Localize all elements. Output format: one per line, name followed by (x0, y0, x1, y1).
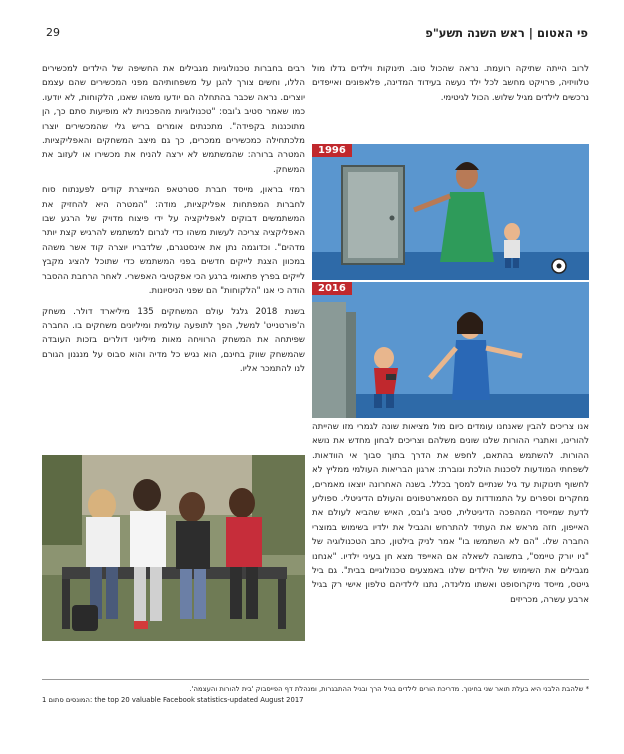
article-paragraph: אנו צריכים להבין שאנחנו עומדים כיום מול מציאות שונה לגמרי מזו שהייתה להורינו, ואתגרי ההורות שלנו שונים משלהם וצריכים לבחון מחדש את נושא ההורות. להשתמש בהתאם, לחפש את הדרך בתוך סבוך אי הוודאות. לשפחתי המודעות לסכנות הולכת וגוברת: ארגון הבריאות העולמי ממליץ לא לחשוף תינוקות עד גיל שנתיים למסך בכלל. בשנה האחרונה יוצאו מאמרים, מחקרים וספרים על התמודדות עם הסמארטפונים והעולם הדיגיטלי. ספוליע לדעת שמייסדי המהפכה הדיגיטלית, סטיב ג'ובס, האיש שהביא לעולם את האייפון, חזה מראש את העתיד להתרחש והגביל את ילדיו בשימוש במוצרי החברה שלו. "הם לא השתמשו בו" אמר לניק בילטון, כתב הטכנולוגיה של "ניו יורק טיימס", בתשובה לשאלה אם האייפד מצא חן בעיני ילדיו. "אנחנו מגבילים את השימוש של הילדים שלנו באמצעים טכנולוגיים בבית". גם ביל גייטס, מייסד מיקרוסופט ואשתו מלינדה, נתנו לילדיהם טלפון אישי רק בגיל ארבע עשרה, מכריזים (312, 422, 589, 605)
magazine-title: פי האטום | ראש השנה תשע"פ (425, 26, 588, 40)
article-paragraph: לרוב הייתה שתיקה רועמת. נראה שהכול טוב. תינוקות וילדים גדלו מול טלוויזיה, פרויקט מחשב לכל ילד נעשה בעידוד המדינה, פלאפונים ואייפדים נרכשים לילדים מגיל שלוש. הכול לגיטימי. (312, 64, 589, 103)
illustration-2016-drawing (312, 282, 589, 418)
article-paragraph: בשנת 2018 גלגל עולם המשחקים 135 מיליארד דולר. משחק ה'פורטנייט' למשל, הפך לתופעה עולמית ומיליונים משחקים בו. החברה שפיתחה את המשחק הרוויחה מאות מיליוני דולרים בזכות העובדה שהמשחק שווק בחינם, הוא נגיש כל מדיה והוא סבוס על מנגנון הגורם לנו להתמכר אליו. (42, 306, 305, 375)
article-column-right-top (312, 62, 589, 111)
page-number: 29 (46, 26, 60, 39)
footnote-author: * שלהבת הלבני היא בעלת תואר שני בחינוך. מדריכת הורים לילדים בגיל הרך ובגיל ההתבגרות, ומנהלת דף הפייסבוק 'בית להורות והעצמה'. (189, 685, 589, 693)
page-header (40, 26, 588, 44)
illustration-1996 (312, 144, 589, 280)
illustration-1996-drawing (312, 144, 589, 280)
illustration-2016 (312, 282, 589, 418)
article-column-left (42, 62, 305, 383)
article-paragraph: רמזי בראון, מייסד חברת סטרטאפ המייצרת קודים לפענתוח סוח לחברות המפתחות אפליקציות, מודה: "המטרה היא להחזיק את המשתמשים דבוקים לאפליקציה על ידי פיצוח מדויק של הרגע שבו האפליקציה צריכה לעשות משהו כדי לגרום למשתמש להרגיש קצת יותר מדהים". וכדוגמה נתן את אינסטגרם, שלדבריו יוצרה קוד אשר משהה במכוון הצגת לייקים חדשים בפני המשתמש כדי שתוכל להציג מקבץ לייקים בפרץ פתאומי ברגע הכי אפקטיבי האפשרי. לאחר הרחבת ההסבר הודה כי אנו "הלקוחות" הם שפני הניסיונות. (42, 185, 305, 297)
teens-phones-image (42, 455, 305, 641)
teens-phones-photo (42, 455, 305, 641)
footer-divider (42, 679, 589, 680)
page-footer (42, 679, 589, 706)
year-label-2016: 2016 (312, 282, 352, 295)
year-label-1996: 1996 (312, 144, 352, 157)
article-paragraph: רבים בחברות טכנולוגיות מגבילים את החשיפה של הילדים למכשירים הללו, וחשים צורך להגן על משפחותיהם מפני המכשירים שהם עצמם יוצרים. נראה שכבר בהתחלה הם יודעו משהו שאנו, הלקוחות, לא יודעו. כמו שאמר סטיב ג'ובס: "טכנולוגיות מהפכניות לא מופיעות סתם כך, הן מתוכננות בקפידה". מתכנתים אומרים בריש גלי שהמכשירים יוצרו מלכתחילה כמכשירים ממכרים, כך גם מיצב המשחקים והאפליקציות. המטרה ברורה: שהמשתמש לא ירצה להניח את מכשירו או לעזוב את המשחק. (42, 64, 305, 175)
article-column-right-bottom (312, 420, 589, 613)
footnote-source: 1 המונסים סתום: the top 20 valuable Facebook statistics-updated August 2017 (42, 696, 304, 704)
